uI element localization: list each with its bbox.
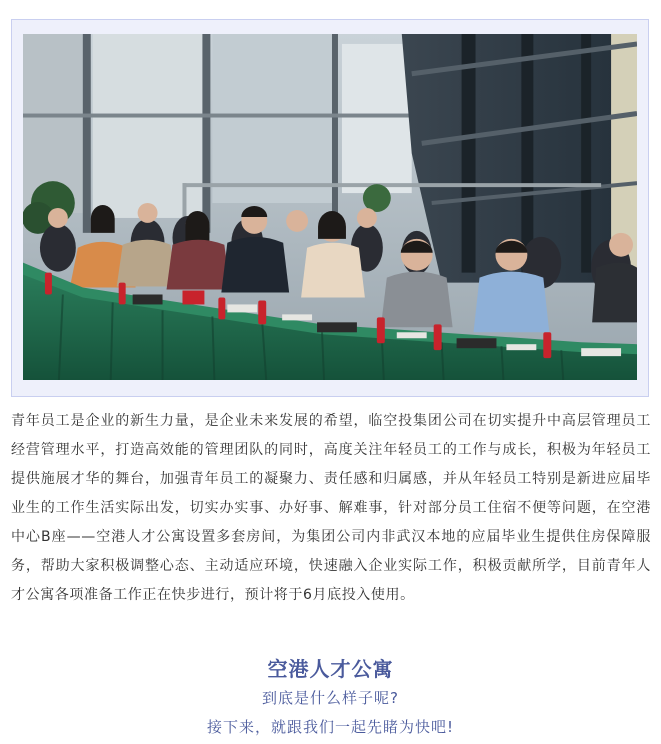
section-subtitle-question: 到底是什么样子呢? — [262, 689, 399, 707]
meeting-photo — [23, 34, 637, 380]
article-paragraph: 青年员工是企业的新生力量，是企业未来发展的希望，临空投集团公司在切实提升中高层管理员工经营管理水平，打造高效能的管理团队的同时，高度关注年轻员工的工作与成长，积极为年轻员工提供施展才华的舞台，加强青年员工的凝聚力、责任感和归属感，并从年轻员工特别是新进应届毕业生的工作生活实际出发，切实办实事、办好事、解难事，针对部分员工住宿不便等问题，在空港中心B座——空港人才公寓设置多套房间，为集团公司内非武汉本地的应届毕业生提供住房保障服务，帮助大家积极调整心态、主动适应环境，快速融入企业实际工作，积极贡献所学，目前青年人才公寓各项准备工作正在快步进行，预计将于6月底投入使用。 — [11, 413, 651, 603]
section-heading: 空港人才公寓 — [267, 657, 394, 681]
photo-frame — [11, 19, 649, 397]
section-subtitle-invite: 接下来，就跟我们一起先睹为快吧! — [206, 718, 454, 736]
meeting-photo-illustration — [23, 34, 637, 380]
